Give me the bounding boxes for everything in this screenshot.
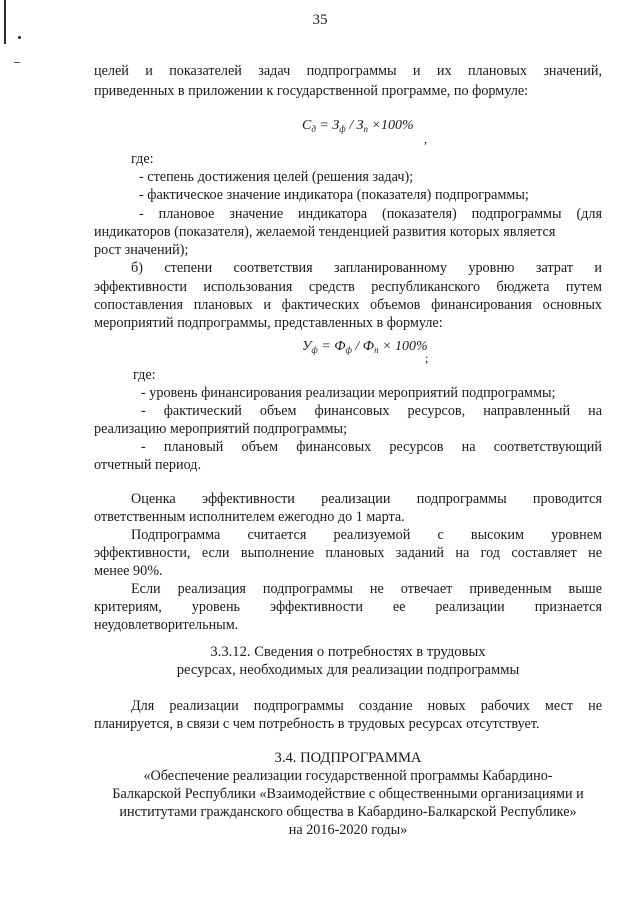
- section-title: 3.3.12. Сведения о потребностях в трудовых: [210, 644, 486, 660]
- page-number: 35: [312, 12, 328, 28]
- section-title: ресурсах, необходимых для реализации подпрограммы: [176, 662, 520, 678]
- intro-line: целей и показателей задач подпрограммы и их плановых значений,: [94, 63, 602, 79]
- paragraph-b-line: мероприятий подпрограммы, представленных в формуле:: [94, 315, 443, 331]
- section-body-line: Для реализации подпрограммы создание новых рабочих мест не: [131, 698, 602, 714]
- where-item: индикаторов (показателя), желаемой тенденцией развития которых является: [94, 224, 556, 240]
- subprogram-subtitle: на 2016-2020 годы»: [288, 822, 408, 838]
- assessment-line: Если реализация подпрограммы не отвечает приведенным выше: [131, 581, 602, 597]
- assessment-line: Подпрограмма считается реализуемой с высоким уровнем: [131, 527, 602, 543]
- where-item: - фактическое значение индикатора (показателя) подпрограммы;: [139, 187, 529, 203]
- subprogram-title: 3.4. ПОДПРОГРАММА: [274, 750, 422, 766]
- where-item: отчетный период.: [94, 457, 202, 473]
- scan-dot-mark: [18, 36, 21, 39]
- formula-trailing-mark: ;: [425, 351, 429, 365]
- paragraph-b-line: сопоставления плановых и фактических объемов финансирования основных: [94, 297, 602, 313]
- paragraph-b-line: эффективности использования средств республиканского бюджета путем: [94, 279, 602, 295]
- paragraph-b-line: б) степени соответствия запланированному уровню затрат и: [131, 260, 602, 276]
- subprogram-subtitle: Балкарской Республики «Взаимодействие с общественными организациями и: [112, 786, 584, 802]
- where-item: - фактический объем финансовых ресурсов, направленный на: [141, 403, 602, 419]
- where-item: - плановый объем финансовых ресурсов на соответствующий: [141, 439, 602, 455]
- assessment-line: эффективности, если выполнение плановых заданий на год составляет не: [94, 545, 602, 561]
- subprogram-subtitle: «Обеспечение реализации государственной программы Кабардино-: [143, 768, 553, 784]
- assessment-line: менее 90%.: [94, 563, 163, 579]
- where-item: реализацию мероприятий подпрограммы;: [94, 421, 348, 437]
- scan-tick-mark: [14, 62, 20, 63]
- formula-trailing-mark: ,: [424, 132, 427, 146]
- where-item: - степень достижения целей (решения задач);: [139, 169, 414, 185]
- where-item: - плановое значение индикатора (показателя) подпрограммы (для: [139, 206, 602, 222]
- intro-line: приведенных в приложении к государственной программе, по формуле:: [94, 83, 529, 99]
- assessment-line: ответственным исполнителем ежегодно до 1 марта.: [94, 509, 405, 525]
- where-item: - уровень финансирования реализации мероприятий подпрограммы;: [141, 385, 556, 401]
- section-body-line: планируется, в связи с чем потребность в трудовых ресурсах отсутствует.: [94, 716, 540, 732]
- formula-financing: $У_ф = Ф_ф / Ф_п \times 100\%$: [302, 339, 428, 355]
- subprogram-subtitle: институтами гражданского общества в Кабардино-Балкарской Республике»: [119, 804, 577, 820]
- where-label: где:: [131, 151, 154, 167]
- where-label: где:: [133, 367, 156, 383]
- formula-achievement: $С_д = З_ф / З_п \times 100\%$: [302, 118, 414, 134]
- where-item: рост значений);: [94, 242, 189, 258]
- assessment-line: неудовлетворительным.: [94, 617, 239, 633]
- assessment-line: критериям, уровень эффективности ее реализации признается: [94, 599, 602, 615]
- assessment-line: Оценка эффективности реализации подпрограммы проводится: [131, 491, 602, 507]
